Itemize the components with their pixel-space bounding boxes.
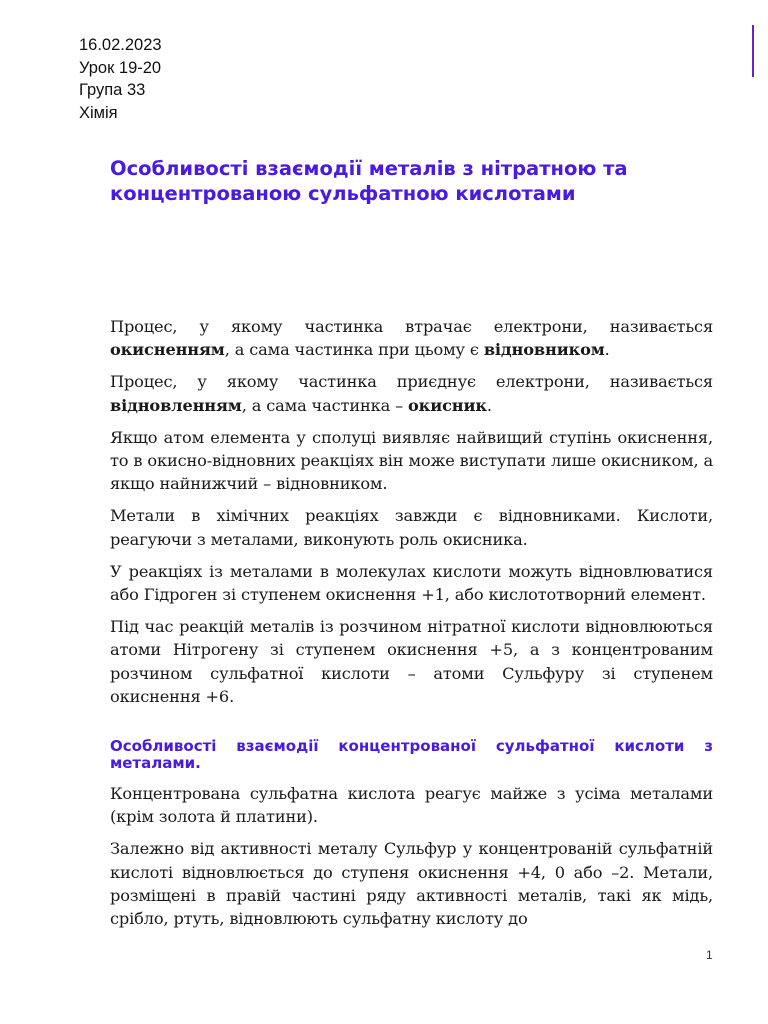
text-span: , а сама частинка – — [241, 395, 409, 415]
paragraph-concentrated-acid: Концентрована сульфатна кислота реагує майже з усіма металами (крім золота й платини). — [110, 784, 713, 827]
text-span: . — [486, 395, 492, 415]
paragraph-reduction — [110, 370, 713, 416]
header-lesson: Урок 19-20 — [79, 58, 162, 77]
page-edge-marker — [752, 25, 754, 77]
term-oxidation: окисненням — [110, 340, 225, 360]
paragraph-nitric-sulfuric: Під час реакцій металів із розчином нітратної кислоти відновлюються атоми Нітрогену зі ступенем окиснення +5, а з концентрованим розчином сульфатної кислоти – атоми Сульфуру зі ступенем окиснення +6. — [110, 617, 713, 706]
document-header — [79, 34, 162, 124]
header-group: Група 33 — [79, 81, 146, 99]
paragraph-acid-reduction: У реакціях із металами в молекулах кислоти можуть відновлюватися або Гідроген зі ступенем окиснення +1, або кислототворний елемент. — [110, 561, 713, 605]
text-span: Процес, у якому частинка приєднує електрони, називається — [110, 372, 713, 392]
text-span: , а сама частинка при цьому є — [224, 340, 484, 360]
header-date: 16.02.2023 — [79, 36, 162, 54]
paragraph-oxidation — [110, 315, 713, 361]
document-body — [110, 315, 713, 939]
document-title: Особливості взаємодії металів з нітратною та концентрованою сульфатною кислотами — [110, 157, 628, 205]
text-span: . — [604, 340, 610, 360]
page-number: 1 — [706, 948, 713, 962]
text-span: Процес, у якому частинка втрачає електрони, називається — [110, 317, 713, 336]
paragraph-metal-activity: Залежно від активності металу Сульфур у концентрованій сульфатній кислоті відновлюється до ступеня окиснення +4, 0 або –2. Метали, розміщені в правій частині ряду активності металів, такі як мідь, срібло, ртуть, відновлюють сульфатну кислоту до — [110, 839, 713, 929]
paragraph-oxidation-state: Якщо атом елемента у сполуці виявляє найвищий ступінь окиснення, то в окисно-відновних реакціях він може виступати лише окисником, а якщо найнижчий – відновником. — [110, 427, 713, 494]
term-reduction: відновленням — [110, 395, 242, 415]
header-subject: Хімія — [79, 103, 118, 122]
term-oxidizer: окисник — [408, 395, 487, 415]
paragraph-metals-reducers: Метали в хімічних реакціях завжди є відновниками. Кислоти, реагуючи з металами, виконують роль окисника. — [110, 506, 713, 549]
term-reducer: відновником — [483, 340, 605, 360]
section-subtitle: Особливості взаємодії концентрованої сульфатної кислоти з металами. — [110, 737, 713, 773]
